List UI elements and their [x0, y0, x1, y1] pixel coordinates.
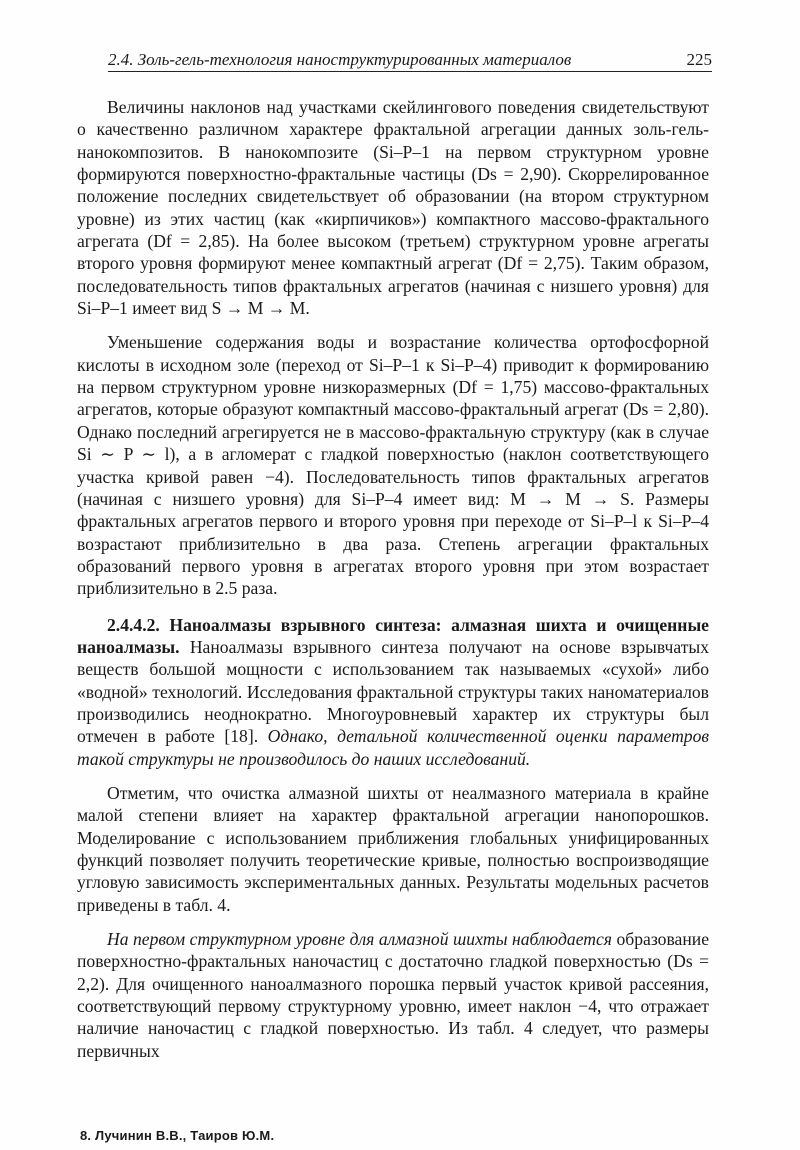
- paragraph-1: Величины наклонов над участками скейлингового поведения свидетельствуют о качественно различном характере фрактальной агрегации данных золь-гель-нанокомпозитов. В нанокомпозите (Si–P–1 на первом структурном уровне формируются поверхностно-фрактальные частицы (Ds = 2,90). Скоррелированное положение последних свидетельствует об образовании (на втором структурном уровне) из этих частиц (как «кирпичиков») компактного массово-фрактального агрегата (Df = 2,85). На более высоком (третьем) структурном уровне агрегаты второго уровня формируют менее компактный агрегат (Df = 2,75). Таким образом, последовательность типов фрактальных агрегатов (начиная с низшего уровня) для Si–P–1 имеет вид S → M → M.: [77, 97, 709, 319]
- running-header-title: 2.4. Золь-гель-технология наноструктурированных материалов: [108, 50, 572, 69]
- page-body: [77, 96, 709, 1062]
- paragraph-3: [77, 614, 709, 770]
- paragraph-2: Уменьшение содержания воды и возрастание количества ортофосфорной кислоты в исходном золе (переход от Si–P–1 к Si–P–4) приводит к формированию на первом структурном уровне низкоразмерных (Df = 1,75) массово-фрактальных агрегатов, которые образуют компактный массово-фрактальный агрегат (Ds = 2,80). Однако последний агрегируется не в массово-фрактальную структуру (как в случае Si ∼ P ∼ l), а в агломерат с гладкой поверхностью (наклон соответствующего участка кривой равен −4). Последовательность типов фрактальных агрегатов (начиная с низшего уровня) для Si–P–4 имеет вид: M → M → S. Размеры фрактальных агрегатов первого и второго уровня при переходе от Si–P–l к Si–P–4 возрастают приблизительно в два раза. Степень агрегации фрактальных образований первого уровня в агрегатах второго уровня при этом возрастает приблизительно в 2.5 раза.: [77, 332, 709, 599]
- paragraph-3-italic: Однако, детальной количественной оценки параметров такой структуры не производилось до наших исследований.: [77, 726, 709, 769]
- paragraph-5-italic: На первом структурном уровне для алмазной шихты наблюдается: [107, 929, 612, 950]
- page-number: 225: [686, 50, 712, 69]
- section-heading: 2.4.4.2. Наноалмазы взрывного синтеза: алмазная шихта и очищенные наноалмазы.: [77, 614, 709, 657]
- paragraph-3-text: Наноалмазы взрывного синтеза получают на основе взрывчатых веществ большой мощности с использованием так называемых «сухой» либо «водной» технологий. Исследования фрактальной структуры таких наноматериалов производились неоднократно. Многоуровневый характер их структуры был отмечен в работе [18].: [77, 636, 709, 747]
- paragraph-5-text: образование поверхностно-фрактальных наночастиц с достаточно гладкой поверхностью (Ds = 2,2). Для очищенного наноалмазного порошка первый участок кривой рассеяния, соответствующий первому структурному уровню, имеет наклон −4, что отражает наличие наночастиц с гладкой поверхностью. Из табл. 4 следует, что размеры первичных: [77, 929, 709, 1061]
- page-footer: 8. Лучинин В.В., Таиров Ю.М.: [80, 1128, 275, 1143]
- paragraph-5: [77, 928, 709, 1062]
- paragraph-4: Отметим, что очистка алмазной шихты от неалмазного материала в крайне малой степени влияет на характер фрактальной агрегации нанопорошков. Моделирование с использованием приближения глобальных унифицированных функций позволяет получить теоретические кривые, полностью воспроизводящие угловую зависимость экспериментальных данных. Результаты модельных расчетов приведены в табл. 4.: [77, 782, 709, 915]
- running-header: [108, 50, 712, 72]
